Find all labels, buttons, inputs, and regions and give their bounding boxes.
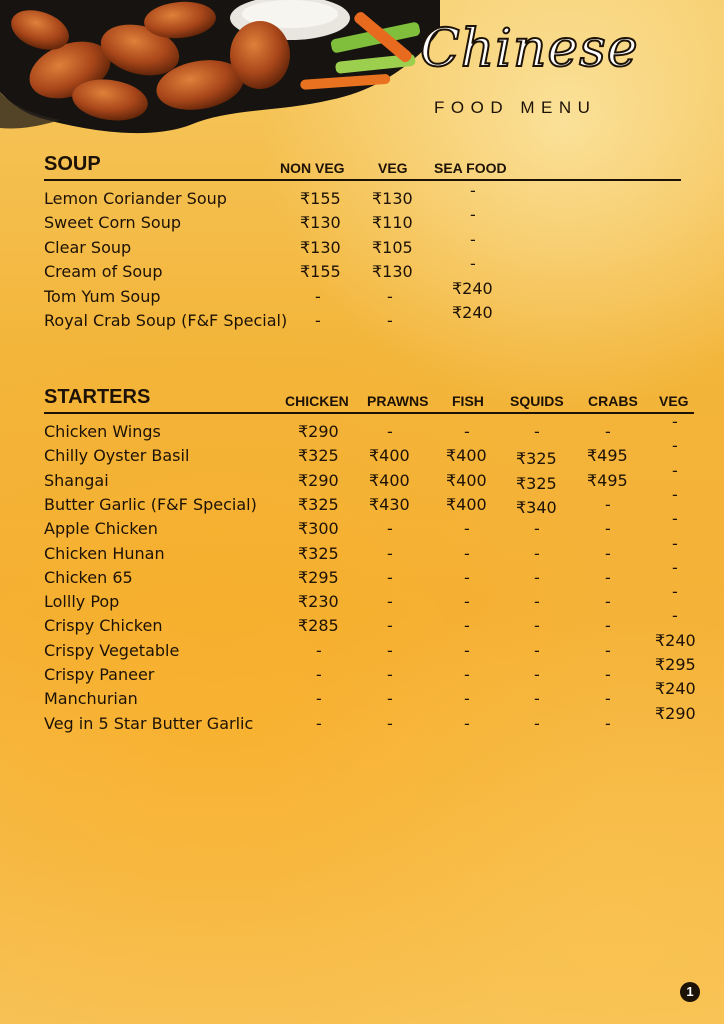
starter-price: - (534, 689, 540, 709)
starter-item-name: Crispy Chicken (44, 616, 163, 636)
soup-price: - (387, 311, 393, 330)
soup-price: ₹130 (372, 262, 413, 282)
starter-price: - (534, 592, 540, 612)
starter-price: - (387, 567, 393, 587)
starter-price: - (534, 665, 540, 684)
menu-subtitle: FOOD MENU (434, 98, 597, 117)
starter-price: ₹340 (516, 497, 557, 517)
soup-item-name: Lemon Coriander Soup (44, 189, 227, 208)
starter-price: - (464, 543, 470, 563)
soup-price: ₹240 (452, 278, 493, 298)
starter-price: - (672, 484, 678, 504)
starter-item-name: Chilly Oyster Basil (44, 446, 190, 466)
starter-price: - (672, 533, 678, 553)
starter-item-name: Shangai (44, 470, 109, 490)
starter-price: - (672, 557, 678, 577)
starter-price: ₹325 (298, 446, 339, 466)
starter-price: ₹400 (446, 494, 487, 514)
starter-price: - (605, 494, 611, 514)
starter-price: - (605, 422, 611, 441)
soup-item-name: Royal Crab Soup (F&F Special) (44, 311, 288, 330)
soup-price: ₹130 (300, 213, 341, 233)
starter-price: - (534, 616, 540, 636)
starter-price: - (464, 519, 470, 539)
starter-price: - (464, 689, 470, 709)
starter-price: - (387, 519, 393, 539)
soup-item-name: Sweet Corn Soup (44, 213, 182, 233)
starter-item-name: Chicken Wings (44, 422, 161, 441)
starter-price: - (605, 616, 611, 636)
starter-price: ₹325 (298, 494, 339, 514)
soup-col-veg: VEG (378, 160, 408, 176)
starter-price: - (464, 567, 470, 587)
starter-price: - (605, 519, 611, 539)
starter-price: - (316, 689, 322, 709)
starter-price: - (672, 412, 678, 431)
starter-price: ₹240 (655, 679, 696, 699)
starter-price: - (316, 665, 322, 684)
starter-price: - (534, 567, 540, 587)
starter-price: - (387, 616, 393, 636)
starter-price: - (387, 640, 393, 660)
starter-price: ₹325 (516, 473, 557, 493)
starter-price: - (534, 422, 540, 441)
starter-price: - (605, 689, 611, 709)
starter-item-name: Chicken 65 (44, 567, 133, 587)
starter-price: - (605, 713, 611, 733)
soup-price: - (470, 205, 476, 225)
starter-price: ₹285 (298, 616, 339, 636)
soup-price: - (315, 286, 321, 306)
starters-divider (44, 412, 694, 414)
starter-price: ₹295 (655, 655, 696, 674)
starter-price: - (387, 592, 393, 612)
starter-price: - (605, 592, 611, 612)
soup-price: ₹130 (300, 237, 341, 257)
starter-price: ₹295 (298, 567, 339, 587)
starter-price: - (534, 519, 540, 539)
starter-price: - (387, 665, 393, 684)
starter-item-name: Lollly Pop (44, 592, 120, 612)
starters-col-veg: VEG (659, 393, 689, 409)
soup-section-title: SOUP (44, 153, 101, 175)
starter-price: - (605, 665, 611, 684)
starter-price: ₹290 (655, 703, 696, 723)
soup-price: - (470, 229, 476, 249)
soup-divider (44, 179, 681, 181)
soup-price: ₹110 (372, 213, 413, 233)
soup-price: ₹155 (300, 262, 341, 282)
starter-price: - (672, 460, 678, 480)
starter-price: - (464, 665, 470, 684)
soup-price: - (387, 286, 393, 306)
starter-price: ₹240 (655, 630, 696, 650)
starter-price: - (605, 567, 611, 587)
starter-price: - (316, 713, 322, 733)
starter-price: ₹400 (369, 470, 410, 490)
soup-price: ₹105 (372, 237, 413, 257)
starter-item-name: Apple Chicken (44, 519, 158, 539)
soup-col-sea-food: SEA FOOD (434, 160, 507, 176)
starters-col-chicken: CHICKEN (285, 393, 349, 409)
soup-price: ₹240 (452, 303, 493, 322)
starter-price: - (387, 543, 393, 563)
starters-section-title: STARTERS (44, 386, 151, 408)
soup-col-non-veg: NON VEG (280, 160, 345, 176)
starter-price: - (464, 713, 470, 733)
starter-price: - (387, 689, 393, 709)
starter-item-name: Veg in 5 Star Butter Garlic (44, 713, 254, 733)
soup-item-name: Tom Yum Soup (44, 286, 161, 306)
soup-item-name: Cream of Soup (44, 262, 163, 282)
starter-price: ₹230 (298, 592, 339, 612)
starter-price: ₹400 (446, 470, 487, 490)
starter-price: - (464, 592, 470, 612)
starter-price: - (534, 713, 540, 733)
soup-item-name: Clear Soup (44, 237, 132, 257)
starter-item-name: Crispy Paneer (44, 665, 155, 684)
starter-price: - (672, 509, 678, 529)
starter-price: - (534, 543, 540, 563)
starter-price: - (316, 640, 322, 660)
starter-item-name: Crispy Vegetable (44, 640, 180, 660)
starters-col-squids: SQUIDS (510, 393, 564, 409)
starter-price: - (672, 582, 678, 602)
starter-price: ₹290 (298, 470, 339, 490)
starter-price: ₹400 (446, 446, 487, 466)
starters-col-fish: FISH (452, 393, 484, 409)
starter-price: - (605, 640, 611, 660)
soup-price: - (470, 181, 476, 200)
food-photo (0, 0, 440, 140)
page-number: 1 (680, 982, 700, 1002)
soup-price: ₹130 (372, 189, 413, 208)
starters-col-prawns: PRAWNS (367, 393, 429, 409)
starter-item-name: Manchurian (44, 689, 138, 709)
starter-price: ₹495 (587, 470, 628, 490)
starter-price: - (387, 713, 393, 733)
soup-price: - (315, 311, 321, 330)
starter-price: - (672, 606, 678, 626)
starter-price: ₹325 (516, 449, 557, 469)
starter-item-name: Butter Garlic (F&F Special) (44, 494, 257, 514)
starter-price: - (672, 436, 678, 456)
starter-price: ₹400 (369, 446, 410, 466)
soup-price: - (470, 254, 476, 274)
starter-price: - (464, 616, 470, 636)
starter-price: - (464, 640, 470, 660)
starter-price: ₹290 (298, 422, 339, 441)
starter-price: ₹300 (298, 519, 339, 539)
starter-price: ₹495 (587, 446, 628, 466)
starter-price: - (387, 422, 393, 441)
starter-price: - (605, 543, 611, 563)
starter-price: ₹325 (298, 543, 339, 563)
menu-title: Chinese (420, 19, 639, 79)
starter-item-name: Chicken Hunan (44, 543, 165, 563)
soup-price: ₹155 (300, 189, 341, 208)
starter-price: ₹430 (369, 494, 410, 514)
starter-price: - (464, 422, 470, 441)
starters-col-crabs: CRABS (588, 393, 638, 409)
starter-price: - (534, 640, 540, 660)
